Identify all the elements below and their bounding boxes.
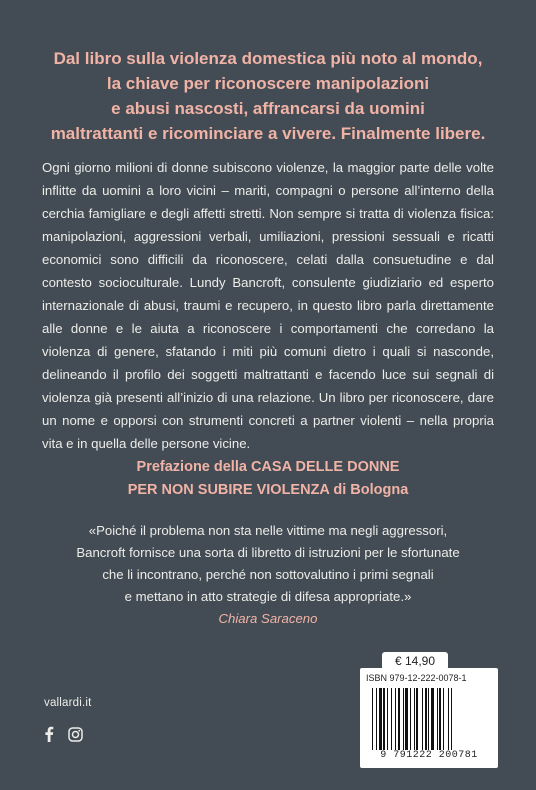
- quote-line: «Poiché il problema non sta nelle vittime ma negli aggressori,: [88, 523, 448, 538]
- publisher-link[interactable]: vallardi.it: [44, 697, 92, 709]
- quote-line: e mettano in atto strategie di difesa appropriate.»: [124, 589, 412, 604]
- price-tag: € 14,90: [382, 652, 448, 670]
- quote-line: Bancroft fornisce una sorta di libretto di istruzioni per le sfortunate: [76, 545, 460, 560]
- preface-credit: [40, 456, 496, 502]
- headline: [40, 46, 496, 146]
- facebook-icon[interactable]: [44, 726, 54, 747]
- preface-line: Prefazione della CASA DELLE DONNE: [136, 459, 400, 475]
- headline-line: la chiave per riconoscere manipolazioni: [106, 74, 430, 93]
- quote-block: [40, 520, 496, 630]
- barcode-digits: 9 791222 200781: [380, 750, 478, 761]
- headline-line: e abusi nascosti, affrancarsi da uomini: [111, 99, 425, 118]
- barcode-bars: [372, 688, 486, 750]
- preface-line: PER NON SUBIRE VIOLENZA di Bologna: [127, 482, 409, 498]
- isbn-label: ISBN 979-12-222-0078-1: [366, 673, 467, 683]
- barcode-panel: [360, 668, 498, 768]
- headline-line: maltrattanti e ricominciare a vivere. Finalmente libere.: [50, 124, 486, 143]
- blurb-text: Ogni giorno milioni di donne subiscono violenze, la maggior parte delle volte inflitte da uomini a loro vicini – mariti, compagni o persone all’interno della cerchia famigliare e degli affetti stretti. Non sempre si tratta di violenza fisica: manipolazioni, aggressioni verbali, umiliazioni, pressioni sessuali e ricatti economici sono difficili da riconoscere, celati dalla consuetudine e dal contesto socioculturale. Lundy Bancroft, consulente giudiziario ed esperto internazionale di abusi, traumi e recupero, in questo libro parla direttamente alle donne e le aiuta a riconoscere i comportamenti che corredano la violenza di genere, sfatando i miti più comuni dietro i quali si nasconde, delineando il profilo dei soggetti maltrattanti e facendo luce sui segnali di violenza già presenti all’inizio di una relazione. Un libro per riconoscere, dare un nome e opporsi con strumenti concreti a partner violenti – nella propria vita e in quella delle persone vicine.: [42, 160, 494, 451]
- headline-line: Dal libro sulla violenza domestica più noto al mondo,: [53, 49, 483, 68]
- quote-author: Chiara Saraceno: [218, 611, 318, 626]
- instagram-icon[interactable]: [68, 727, 83, 747]
- social-links: [44, 726, 83, 747]
- quote-line: che li incontrano, perché non sottovalutino i primi segnali: [102, 567, 434, 582]
